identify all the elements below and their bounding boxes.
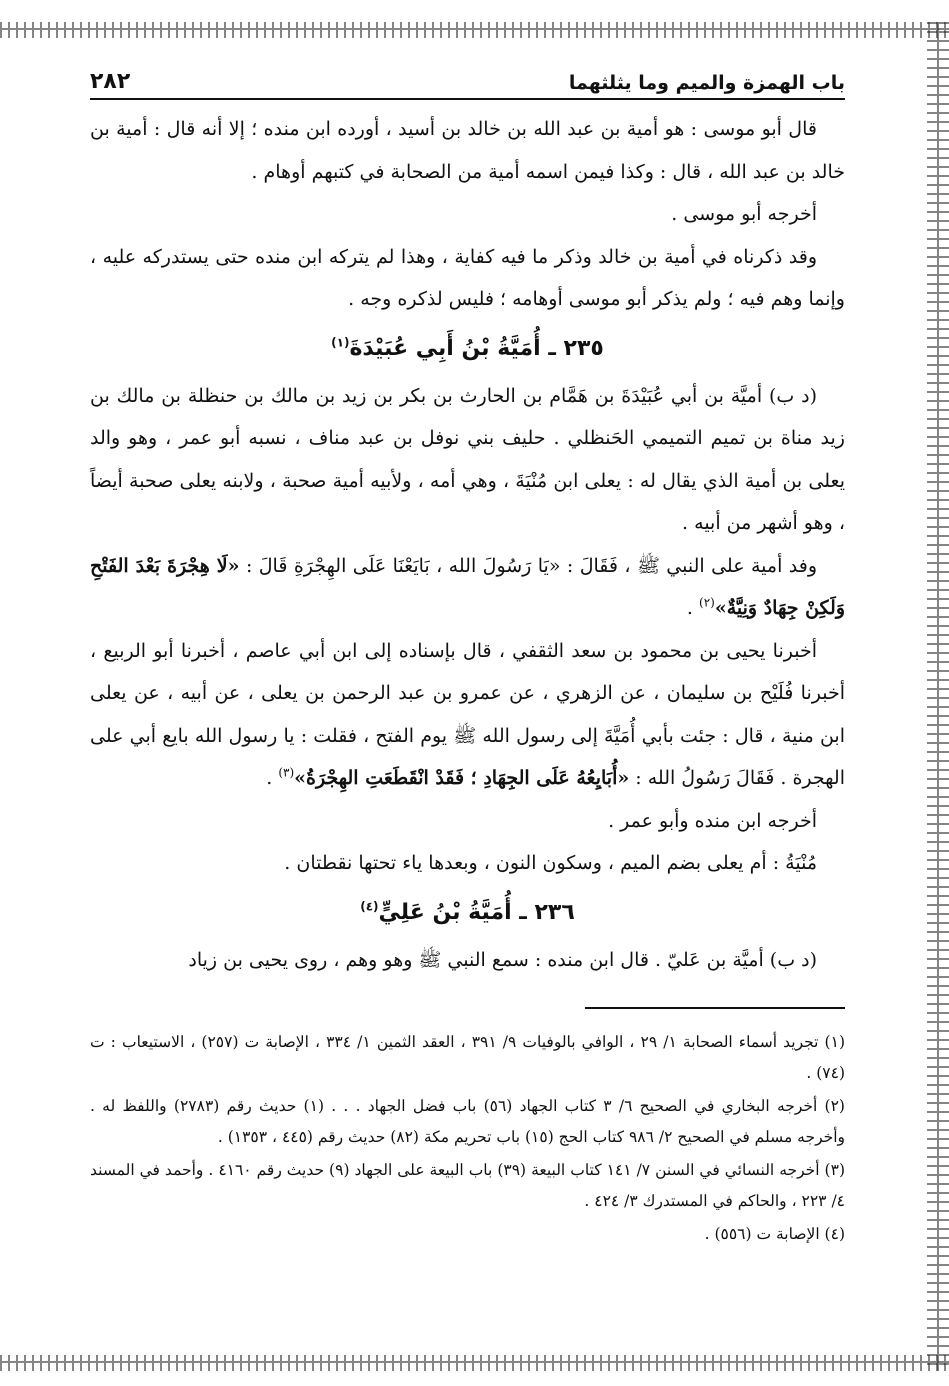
decorative-border-top xyxy=(0,22,949,38)
entry-title-text: ٢٣٦ ـ أُمَيَّةُ بْنُ عَلِيٍّ xyxy=(378,899,575,925)
main-text xyxy=(90,108,845,981)
paragraph xyxy=(90,545,845,630)
paragraph-text: وفد أمية على النبي ﷺ ، فَقَالَ : «يَا رَسُولَ الله ، بَايَعْنَا عَلَى الهِجْرَةِ قَالَ : xyxy=(245,554,817,577)
footnote: (٣) أخرجه النسائي في السنن ٧/ ١٤١ كتاب البيعة (٣٩) باب البيعة على الجهاد (٩) حديث رقم ٤١٦٠ . وأحمد في المسند ٤/ ٢٢٣ ، والحاكم في المستدرك ٣/ ٤٢٤ . xyxy=(90,1161,845,1210)
hadith-quote: «أُبَايِعُهُ عَلَى الجِهَادِ ؛ فَقَدْ انْقَطَعَتِ الهِجْرَةُ» xyxy=(294,767,630,789)
chapter-title: باب الهمزة والميم وما يثلثهما xyxy=(568,72,845,94)
paragraph: (د ب) أميَّة بن أبي عُبَيْدَةَ بن هَمَّام بن الحارث بن بكر بن زيد بن مالك بن حنظلة بن مالك بن زيد مناة بن تميم التميمي الحَنظلي . حليف بني نوفل بن عبد مناف ، نسبه أبو عمر ، وهو والد يعلى بن أمية الذي يقال له : يعلى ابن مُنْيَةَ ، وهي أمه ، ولأبيه أمية صحبة ، ولابنه يعلى صحبة أيضاً ، وهو أشهر من أبيه . xyxy=(90,384,845,534)
footnote-divider xyxy=(585,1007,845,1009)
entry-title-236 xyxy=(90,887,845,939)
page-content xyxy=(90,60,845,981)
footnote-list xyxy=(90,1027,845,1250)
paragraph-end: . xyxy=(266,767,273,789)
decorative-border-bottom xyxy=(0,1355,949,1371)
paragraph xyxy=(90,630,845,800)
paragraph: أخرجه ابن منده وأبو عمر . xyxy=(608,809,817,832)
page-header xyxy=(90,60,845,100)
footnote-ref: (٣) xyxy=(278,765,295,780)
footnote-ref: (٢) xyxy=(699,595,715,610)
decorative-border-right xyxy=(927,22,949,1371)
footnote: (١) تجريد أسماء الصحابة ١/ ٢٩ ، الوافي بالوفيات ٩/ ٣٩١ ، العقد الثمين ١/ ٣٣٤ ، الإصابة ت (٢٥٧) ، الاستيعاب : ت (٧٤) . xyxy=(90,1033,845,1082)
paragraph-end: . xyxy=(686,597,693,619)
paragraph-text: أخبرنا يحيى بن محمود بن سعد الثقفي ، قال بإسناده إلى ابن أبي عاصم ، أخبرنا أبو الربيع ، أخبرنا فُلَيْح بن سليمان ، عن الزهري ، عن عمرو بن عبد الرحمن بن يعلى ، عن أبيه ، عن يعلى ابن منية ، قال : جئت بأبي أُمَيَّةَ إلى رسول الله ﷺ يوم الفتح ، فقلت : يا رسول الله بايع أبي على الهجرة . فَقَالَ رَسُولُ الله : xyxy=(90,639,845,789)
paragraph: وقد ذكرناه في أمية بن خالد وذكر ما فيه كفاية ، وهذا لم يتركه ابن منده حتى يستدركه عليه ، وإنما وهم فيه ؛ ولم يذكر أبو موسى أوهامه ؛ فليس لذكره وجه . xyxy=(90,245,845,310)
paragraph: أخرجه أبو موسى . xyxy=(671,203,817,225)
footnote: (٢) أخرجه البخاري في الصحيح ٦/ ٣ كتاب الجهاد (٥٦) باب فضل الجهاد . . . (١) حديث رقم (٢٧٨٣) واللفظ له . وأخرجه مسلم في الصحيح ٢/ ٩٨٦ كتاب الحج (١٥) باب تحريم مكة (٨٢) حديث رقم (٤٤٥ ، ١٣٥٣) . xyxy=(90,1097,845,1146)
hadith-quote: «لَا هِجْرَةَ بَعْدَ الفَتْحِ وَلَكِنْ جِهَادٌ وَنِيَّةٌ» xyxy=(90,554,845,619)
footnote-ref: (٤) xyxy=(360,899,379,914)
entry-title-text: ٢٣٥ ـ أُمَيَّةُ بْنُ أَبِي عُبَيْدَةَ xyxy=(349,335,604,361)
entry-title-235 xyxy=(90,323,845,375)
footnotes-section xyxy=(90,1007,845,1252)
footnote-ref: (١) xyxy=(331,335,350,350)
paragraph: (د ب) أميَّة بن عَليّ . قال ابن منده : سمع النبي ﷺ وهو وهم ، روى يحيى بن زياد xyxy=(188,948,817,971)
footnote: (٤) الإصابة ت (٥٥٦) . xyxy=(704,1225,845,1243)
page-number: ٢٨٢ xyxy=(90,69,131,94)
paragraph: مُنْيَةُ : أم يعلى بضم الميم ، وسكون النون ، وبعدها ياء تحتها نقطتان . xyxy=(284,852,817,874)
paragraph: قال أبو موسى : هو أمية بن عبد الله بن خالد بن أسيد ، أورده ابن منده ؛ إلا أنه قال : أمية بن خالد بن عبد الله ، قال : وكذا فيمن اسمه أمية من الصحابة في كتبهم أوهام . xyxy=(90,118,845,183)
